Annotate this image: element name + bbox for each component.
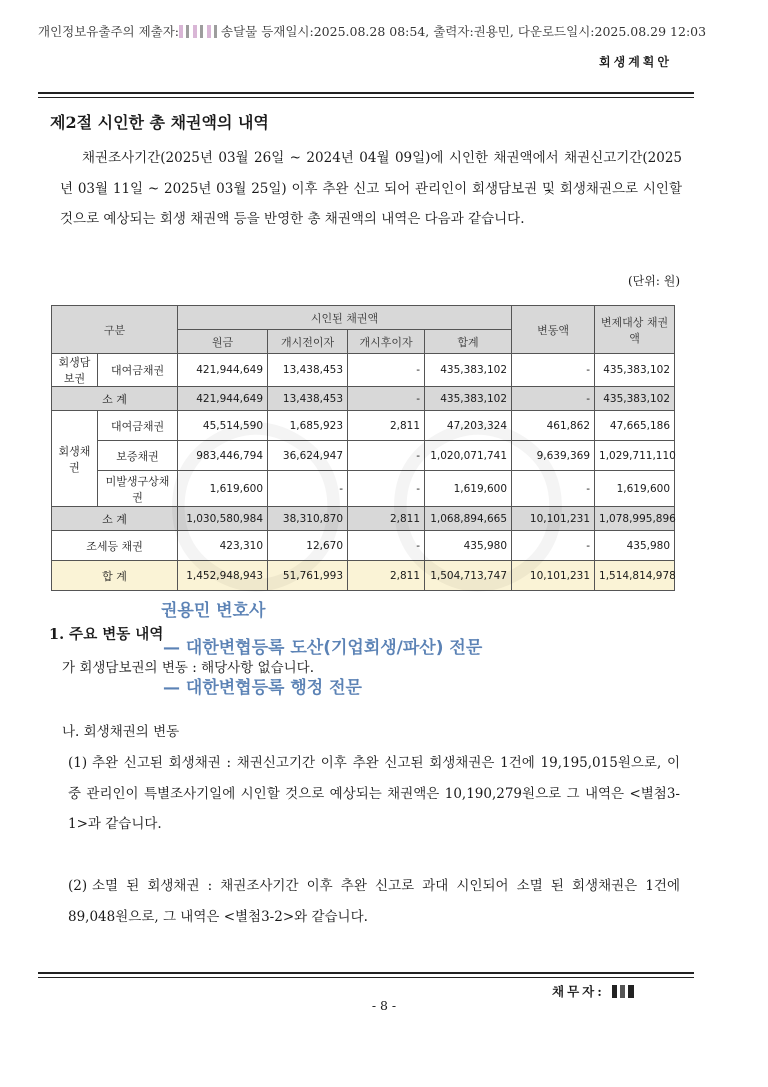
row-label: 조세등 채권 bbox=[52, 531, 178, 561]
cell: 10,101,231 bbox=[512, 507, 595, 531]
cell: - bbox=[348, 387, 425, 411]
cell: 13,438,453 bbox=[268, 354, 348, 387]
overlay-specialty-2: — 대한변협등록 행정 전문 bbox=[163, 678, 362, 698]
unit-label: (단위: 원) bbox=[628, 274, 680, 288]
print-header bbox=[38, 22, 706, 40]
bottom-rule-thick bbox=[38, 972, 694, 974]
cell: 9,639,369 bbox=[512, 441, 595, 471]
table-row bbox=[52, 531, 675, 561]
header-change: 변동액 bbox=[512, 306, 595, 354]
table-row bbox=[52, 441, 675, 471]
row-label: 미발생구상채권 bbox=[98, 471, 178, 507]
table-header-row bbox=[52, 306, 675, 330]
secured-group-label: 회생담보권 bbox=[52, 354, 98, 387]
item-number: (1) bbox=[68, 755, 88, 771]
unsecured-group-label: 회생채권 bbox=[52, 411, 98, 507]
cell: 38,310,870 bbox=[268, 507, 348, 531]
row-label: 대여금채권 bbox=[98, 411, 178, 441]
cell: 2,811 bbox=[348, 507, 425, 531]
cell: - bbox=[348, 441, 425, 471]
cell: 1,514,814,978 bbox=[595, 561, 675, 591]
subtotal-label: 소 계 bbox=[52, 507, 178, 531]
header-sum: 합계 bbox=[425, 330, 512, 354]
cell: 47,665,186 bbox=[595, 411, 675, 441]
header-principal: 원금 bbox=[178, 330, 268, 354]
bottom-rule-thin bbox=[38, 977, 694, 978]
table-row bbox=[52, 387, 675, 411]
cell: 435,980 bbox=[595, 531, 675, 561]
header-post-interest: 개시후이자 bbox=[348, 330, 425, 354]
cell: 13,438,453 bbox=[268, 387, 348, 411]
cell: - bbox=[512, 387, 595, 411]
intro-text: 채권조사기간(2025년 03월 26일 ~ 2024년 04월 09일)에 시인한 채권액에서 채권신고기간(2025년 03월 11일 ~ 2025년 03월 25일) 이후 추완 신고 되어 관리인이 회생담보권 및 회생채권으로 시인할 것으로 예상되는 회생 채권액 등을 반영한 총 채권액의 내역은 다음과 같습니다. bbox=[60, 150, 682, 227]
table-row bbox=[52, 411, 675, 441]
redacted-name bbox=[179, 25, 217, 38]
document-label: 회생계획안 bbox=[599, 55, 672, 69]
overlay-lawyer-name: 권용민 변호사 bbox=[161, 601, 266, 621]
top-rule-thin bbox=[38, 97, 694, 98]
cell: 45,514,590 bbox=[178, 411, 268, 441]
header-acknowledged: 시인된 채권액 bbox=[178, 306, 512, 330]
section-title: 제2절 시인한 총 채권액의 내역 bbox=[50, 113, 269, 132]
cell: 1,020,071,741 bbox=[425, 441, 512, 471]
table-row bbox=[52, 561, 675, 591]
unsecured-change-heading: 나. 회생채권의 변동 bbox=[62, 724, 180, 740]
cell: 421,944,649 bbox=[178, 354, 268, 387]
cell: 435,980 bbox=[425, 531, 512, 561]
cell: 1,504,713,747 bbox=[425, 561, 512, 591]
cell: 36,624,947 bbox=[268, 441, 348, 471]
table-row bbox=[52, 354, 675, 387]
cell: 435,383,102 bbox=[595, 354, 675, 387]
header-pre-interest: 개시전이자 bbox=[268, 330, 348, 354]
cell: 435,383,102 bbox=[425, 387, 512, 411]
cell: 47,203,324 bbox=[425, 411, 512, 441]
paragraph-late-claims bbox=[68, 748, 680, 840]
cell: 2,811 bbox=[348, 561, 425, 591]
cell: 1,068,894,665 bbox=[425, 507, 512, 531]
cell: 1,030,580,984 bbox=[178, 507, 268, 531]
intro-paragraph bbox=[60, 143, 682, 235]
cell: - bbox=[348, 471, 425, 507]
cell: - bbox=[348, 354, 425, 387]
cell: 1,685,923 bbox=[268, 411, 348, 441]
cell: 435,383,102 bbox=[425, 354, 512, 387]
cell: - bbox=[268, 471, 348, 507]
item-text: 소멸 된 회생채권 : 채권조사기간 이후 추완 신고로 과대 시인되어 소멸 된 회생채권은 1건에 89,048원으로, 그 내역은 <별첨3-2>와 같습니다. bbox=[68, 878, 680, 925]
cell: 1,619,600 bbox=[595, 471, 675, 507]
secured-change-line: 가 회생담보권의 변동 : 해당사항 없습니다. bbox=[62, 660, 314, 676]
cell: 983,446,794 bbox=[178, 441, 268, 471]
row-label: 대여금채권 bbox=[98, 354, 178, 387]
row-label: 보증채권 bbox=[98, 441, 178, 471]
heading-major-changes: 1. 주요 변동 내역 bbox=[49, 626, 164, 643]
cell: 12,670 bbox=[268, 531, 348, 561]
cell: 1,619,600 bbox=[178, 471, 268, 507]
cell: 421,944,649 bbox=[178, 387, 268, 411]
cell: 435,383,102 bbox=[595, 387, 675, 411]
claims-table bbox=[51, 305, 675, 591]
cell: 1,452,948,943 bbox=[178, 561, 268, 591]
cell: - bbox=[512, 531, 595, 561]
cell: - bbox=[512, 471, 595, 507]
cell: 461,862 bbox=[512, 411, 595, 441]
item-number: (2) bbox=[68, 878, 88, 894]
overlay-specialty-1: — 대한변협등록 도산(기업회생/파산) 전문 bbox=[163, 638, 483, 658]
debtor-label: 채무자: bbox=[552, 984, 605, 999]
cell: 2,811 bbox=[348, 411, 425, 441]
paragraph-extinguished-claims bbox=[68, 871, 680, 932]
cell: 1,078,995,896 bbox=[595, 507, 675, 531]
submitter-label: 개인정보유출주의 제출자: bbox=[38, 24, 180, 39]
print-meta: 송달물 등재일시:2025.08.28 08:54, 출력자:권용민, 다운로드일시:2025.08.29 12:03 bbox=[221, 24, 707, 39]
page-number: - 8 - bbox=[371, 998, 397, 1013]
cell: - bbox=[348, 531, 425, 561]
redacted-debtor bbox=[612, 985, 634, 998]
cell: 423,310 bbox=[178, 531, 268, 561]
header-category: 구분 bbox=[52, 306, 178, 354]
cell: 1,619,600 bbox=[425, 471, 512, 507]
table-row bbox=[52, 471, 675, 507]
top-rule-thick bbox=[38, 92, 694, 94]
header-repay: 변제대상 채권액 bbox=[595, 306, 675, 354]
cell: 51,761,993 bbox=[268, 561, 348, 591]
item-text: 추완 신고된 회생채권 : 채권신고기간 이후 추완 신고된 회생채권은 1건에 19,195,015원으로, 이 중 관리인이 특별조사기일에 시인할 것으로 예상되는 채권액은 10,190,279원으로 그 내역은 <별첨3-1>과 같습니다. bbox=[68, 755, 680, 832]
cell: - bbox=[512, 354, 595, 387]
subtotal-label: 소 계 bbox=[52, 387, 178, 411]
table-row bbox=[52, 507, 675, 531]
cell: 10,101,231 bbox=[512, 561, 595, 591]
cell: 1,029,711,110 bbox=[595, 441, 675, 471]
total-label: 합 계 bbox=[52, 561, 178, 591]
